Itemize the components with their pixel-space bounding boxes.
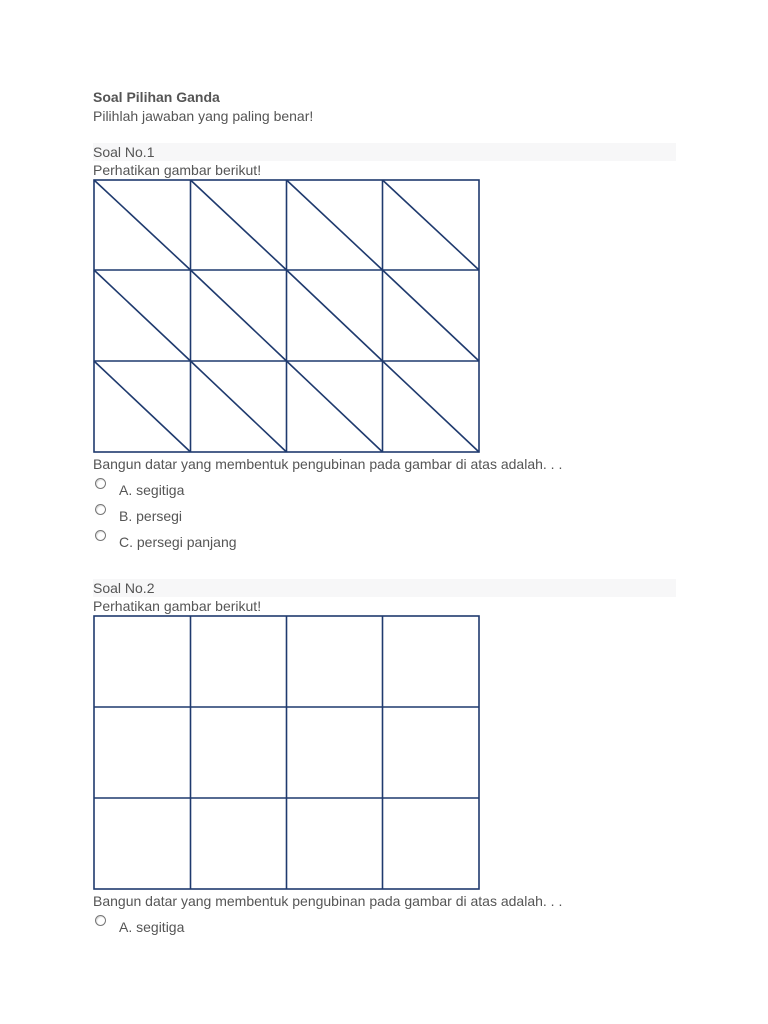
question-1 [93, 143, 676, 555]
question-1-label: Soal No.1 [93, 143, 676, 161]
option-a[interactable] [93, 477, 676, 503]
page-instruction: Pilihlah jawaban yang paling benar! [93, 108, 314, 124]
option-b[interactable] [93, 503, 676, 529]
question-2 [93, 579, 676, 940]
question-2-label: Soal No.2 [93, 579, 676, 597]
question-2-figure-tiling-squares [93, 615, 481, 891]
figure-1-diagonal [287, 361, 383, 452]
figure-1-diagonal [191, 361, 287, 452]
question-1-figure-tiling-triangles [93, 179, 481, 454]
question-1-options [93, 477, 676, 555]
radio-button-icon[interactable] [95, 504, 106, 515]
radio-button-icon[interactable] [95, 530, 106, 541]
question-1-text: Bangun datar yang membentuk pengubinan pada gambar di atas adalah. . . [93, 456, 563, 472]
option-label: A. segitiga [119, 482, 185, 498]
page-title: Soal Pilihan Ganda [93, 89, 220, 105]
figure-1-diagonal [191, 270, 287, 361]
question-2-text: Bangun datar yang membentuk pengubinan pada gambar di atas adalah. . . [93, 893, 563, 909]
radio-button-icon[interactable] [95, 915, 106, 926]
figure-1-diagonal [383, 361, 480, 452]
figure-1-diagonal [94, 361, 191, 452]
figure-1-diagonal [287, 180, 383, 270]
option-a[interactable] [93, 914, 676, 940]
figure-1-diagonal [94, 270, 191, 361]
figure-1-diagonal [191, 180, 287, 270]
figure-1-diagonal [383, 180, 480, 270]
question-2-options [93, 914, 676, 940]
radio-button-icon[interactable] [95, 478, 106, 489]
question-2-prompt: Perhatikan gambar berikut! [93, 598, 262, 614]
figure-1-diagonal [94, 180, 191, 270]
figure-1-diagonal [383, 270, 480, 361]
question-1-prompt: Perhatikan gambar berikut! [93, 162, 262, 178]
quiz-page [93, 88, 676, 940]
option-label: C. persegi panjang [119, 534, 237, 550]
option-label: A. segitiga [119, 919, 185, 935]
option-label: B. persegi [119, 508, 183, 524]
figure-1-diagonal [287, 270, 383, 361]
option-c[interactable] [93, 529, 676, 555]
